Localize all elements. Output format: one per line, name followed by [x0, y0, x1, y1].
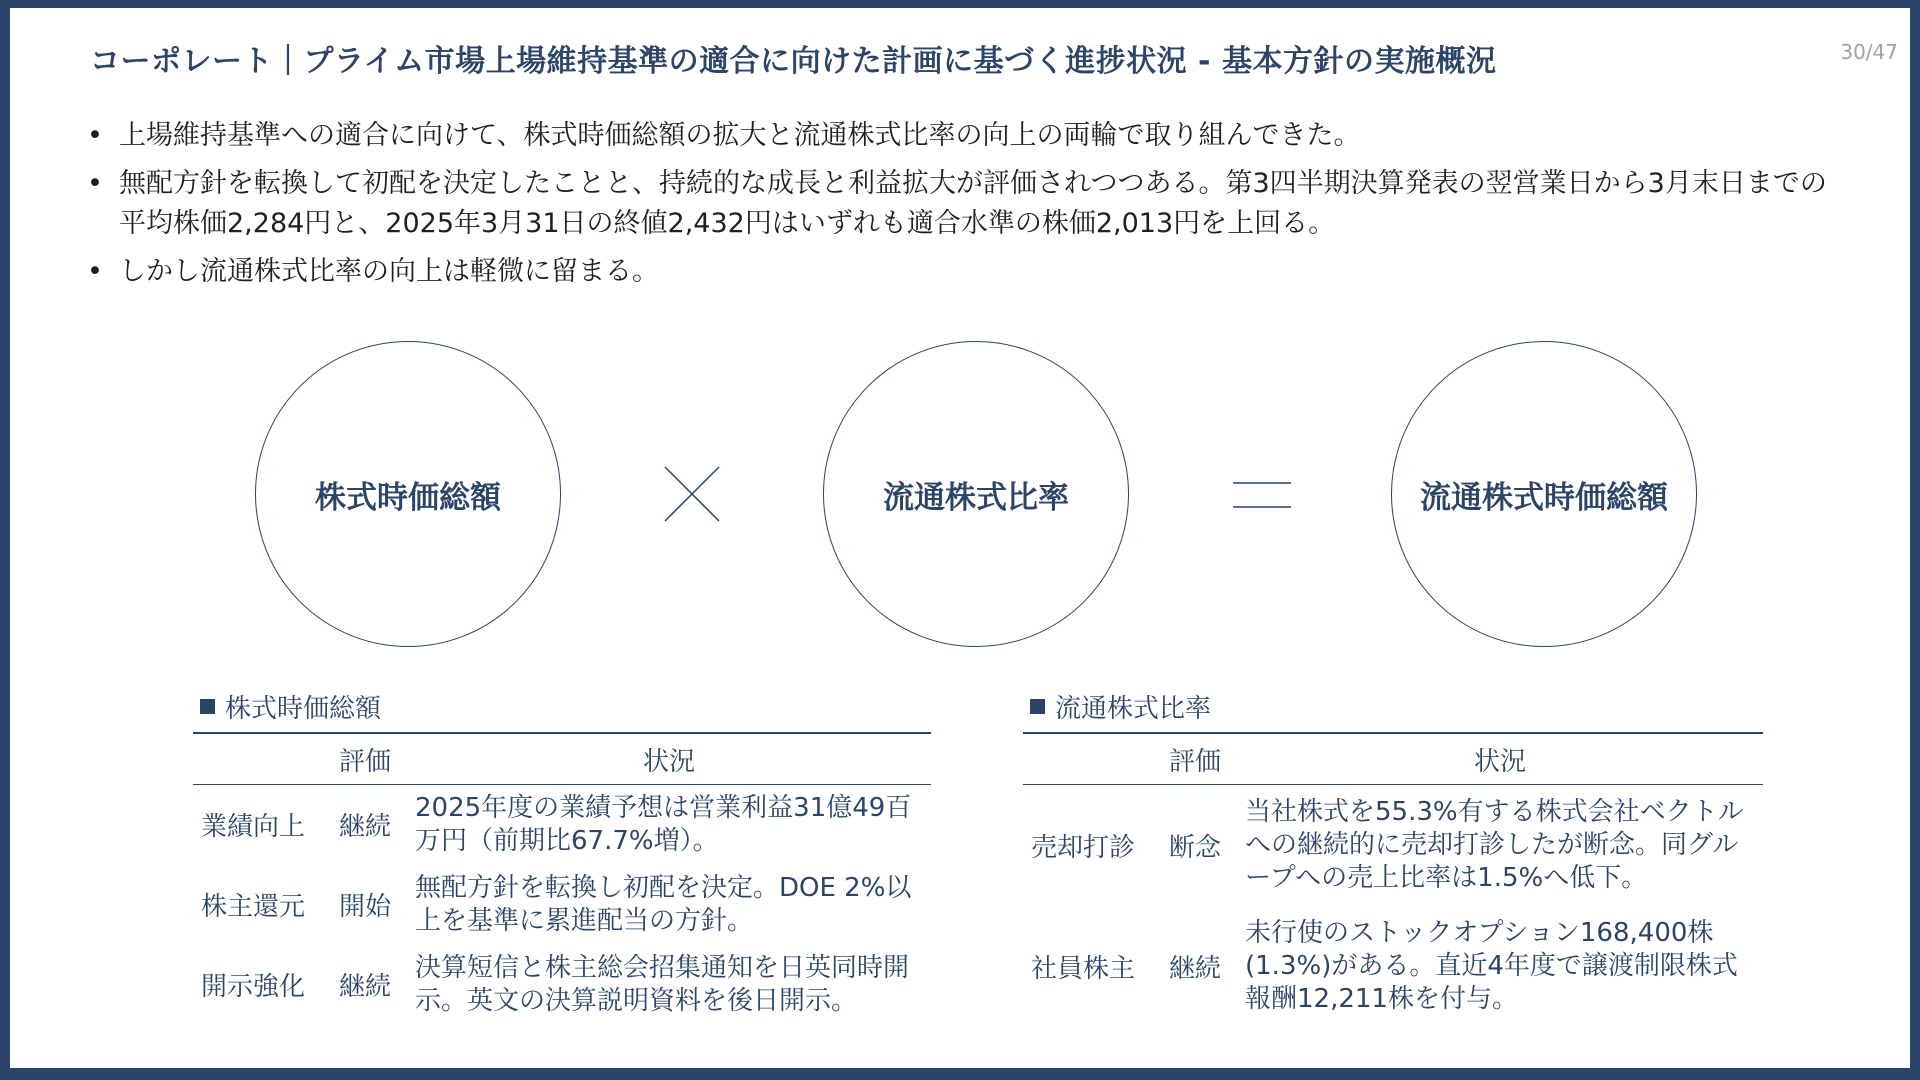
eval-cell: 継続	[338, 812, 391, 843]
status-cell: 未行使のストックオプション168,400株(1.3%)がある。直近4年度で譲渡制限株式報酬12,211株を付与。	[1245, 918, 1738, 1014]
multiply-icon	[663, 465, 721, 523]
float-ratio-table	[1023, 732, 1763, 1027]
eval-cell: 継続	[338, 972, 391, 1002]
section-heading-float-ratio: 流通株式比率	[1030, 688, 1211, 725]
status-cell: 決算短信と株主総会招集通知を日英同時開示。英文の決算説明資料を後日開示。	[415, 952, 910, 1016]
item-cell: 業績向上	[201, 812, 306, 843]
page-number: 30/47	[1840, 40, 1898, 64]
table-row	[1023, 785, 1763, 907]
section-heading-market-cap: 株式時価総額	[200, 688, 381, 725]
circle-label: 流通株式時価総額	[1420, 479, 1668, 516]
square-bullet-icon	[1030, 699, 1045, 714]
table-header-row	[1023, 733, 1763, 785]
bullet-item: • しかし流通株式比率の向上は軽微に留まる。	[85, 252, 1845, 292]
status-cell: 当社株式を55.3%有する株式会社ベクトルへの継続的に売却打診したが断念。同グループへの売上比率は1.5%へ低下。	[1245, 797, 1744, 894]
status-cell: 無配方針を転換し初配を決定。DOE 2%以上を基準に累進配当の方針。	[415, 872, 912, 936]
page-title: コーポレート｜プライム市場上場維持基準の適合に向けた計画に基づく進捗状況 - 基本方針の実施概況	[90, 44, 1497, 79]
item-cell: 社員株主	[1031, 954, 1136, 984]
table-row	[193, 785, 931, 865]
bullet-list	[85, 116, 1845, 300]
table-row	[193, 945, 931, 1025]
item-cell: 開示強化	[201, 972, 306, 1002]
col-header-eval: 評価	[338, 746, 391, 777]
square-bullet-icon	[200, 699, 215, 714]
table-header-row	[193, 733, 931, 785]
eval-cell: 開始	[338, 892, 391, 922]
item-cell: 株主還元	[201, 892, 306, 922]
table-row	[1023, 907, 1763, 1027]
col-header-eval: 評価	[1168, 746, 1221, 777]
table-row	[193, 865, 931, 945]
col-header-status: 状況	[1473, 746, 1526, 777]
circle-float-market-cap	[1391, 341, 1697, 647]
circle-label: 株式時価総額	[315, 479, 501, 516]
market-cap-table	[193, 732, 931, 1025]
eval-cell: 継続	[1168, 954, 1221, 984]
item-cell: 売却打診	[1031, 833, 1136, 864]
equals-icon	[1233, 481, 1291, 509]
bullet-item: • 上場維持基準への適合に向けて、株式時価総額の拡大と流通株式比率の向上の両輪で取り組んできた。	[85, 116, 1845, 156]
circle-float-ratio	[823, 341, 1129, 647]
circle-market-cap	[255, 341, 561, 647]
bullet-item: • 無配方針を転換して初配を決定したことと、持続的な成長と利益拡大が評価されつつある。第3四半期決算発表の翌営業日から3月末日までの平均株価2,284円と、2025年3月31日の終値2,432円はいずれも適合水準の株価2,013円を上回る。	[85, 164, 1845, 244]
status-cell: 2025年度の業績予想は営業利益31億49百万円（前期比67.7%増）。	[415, 792, 912, 856]
circle-label: 流通株式比率	[883, 479, 1069, 516]
col-header-status: 状況	[642, 746, 695, 777]
eval-cell: 断念	[1168, 833, 1221, 864]
